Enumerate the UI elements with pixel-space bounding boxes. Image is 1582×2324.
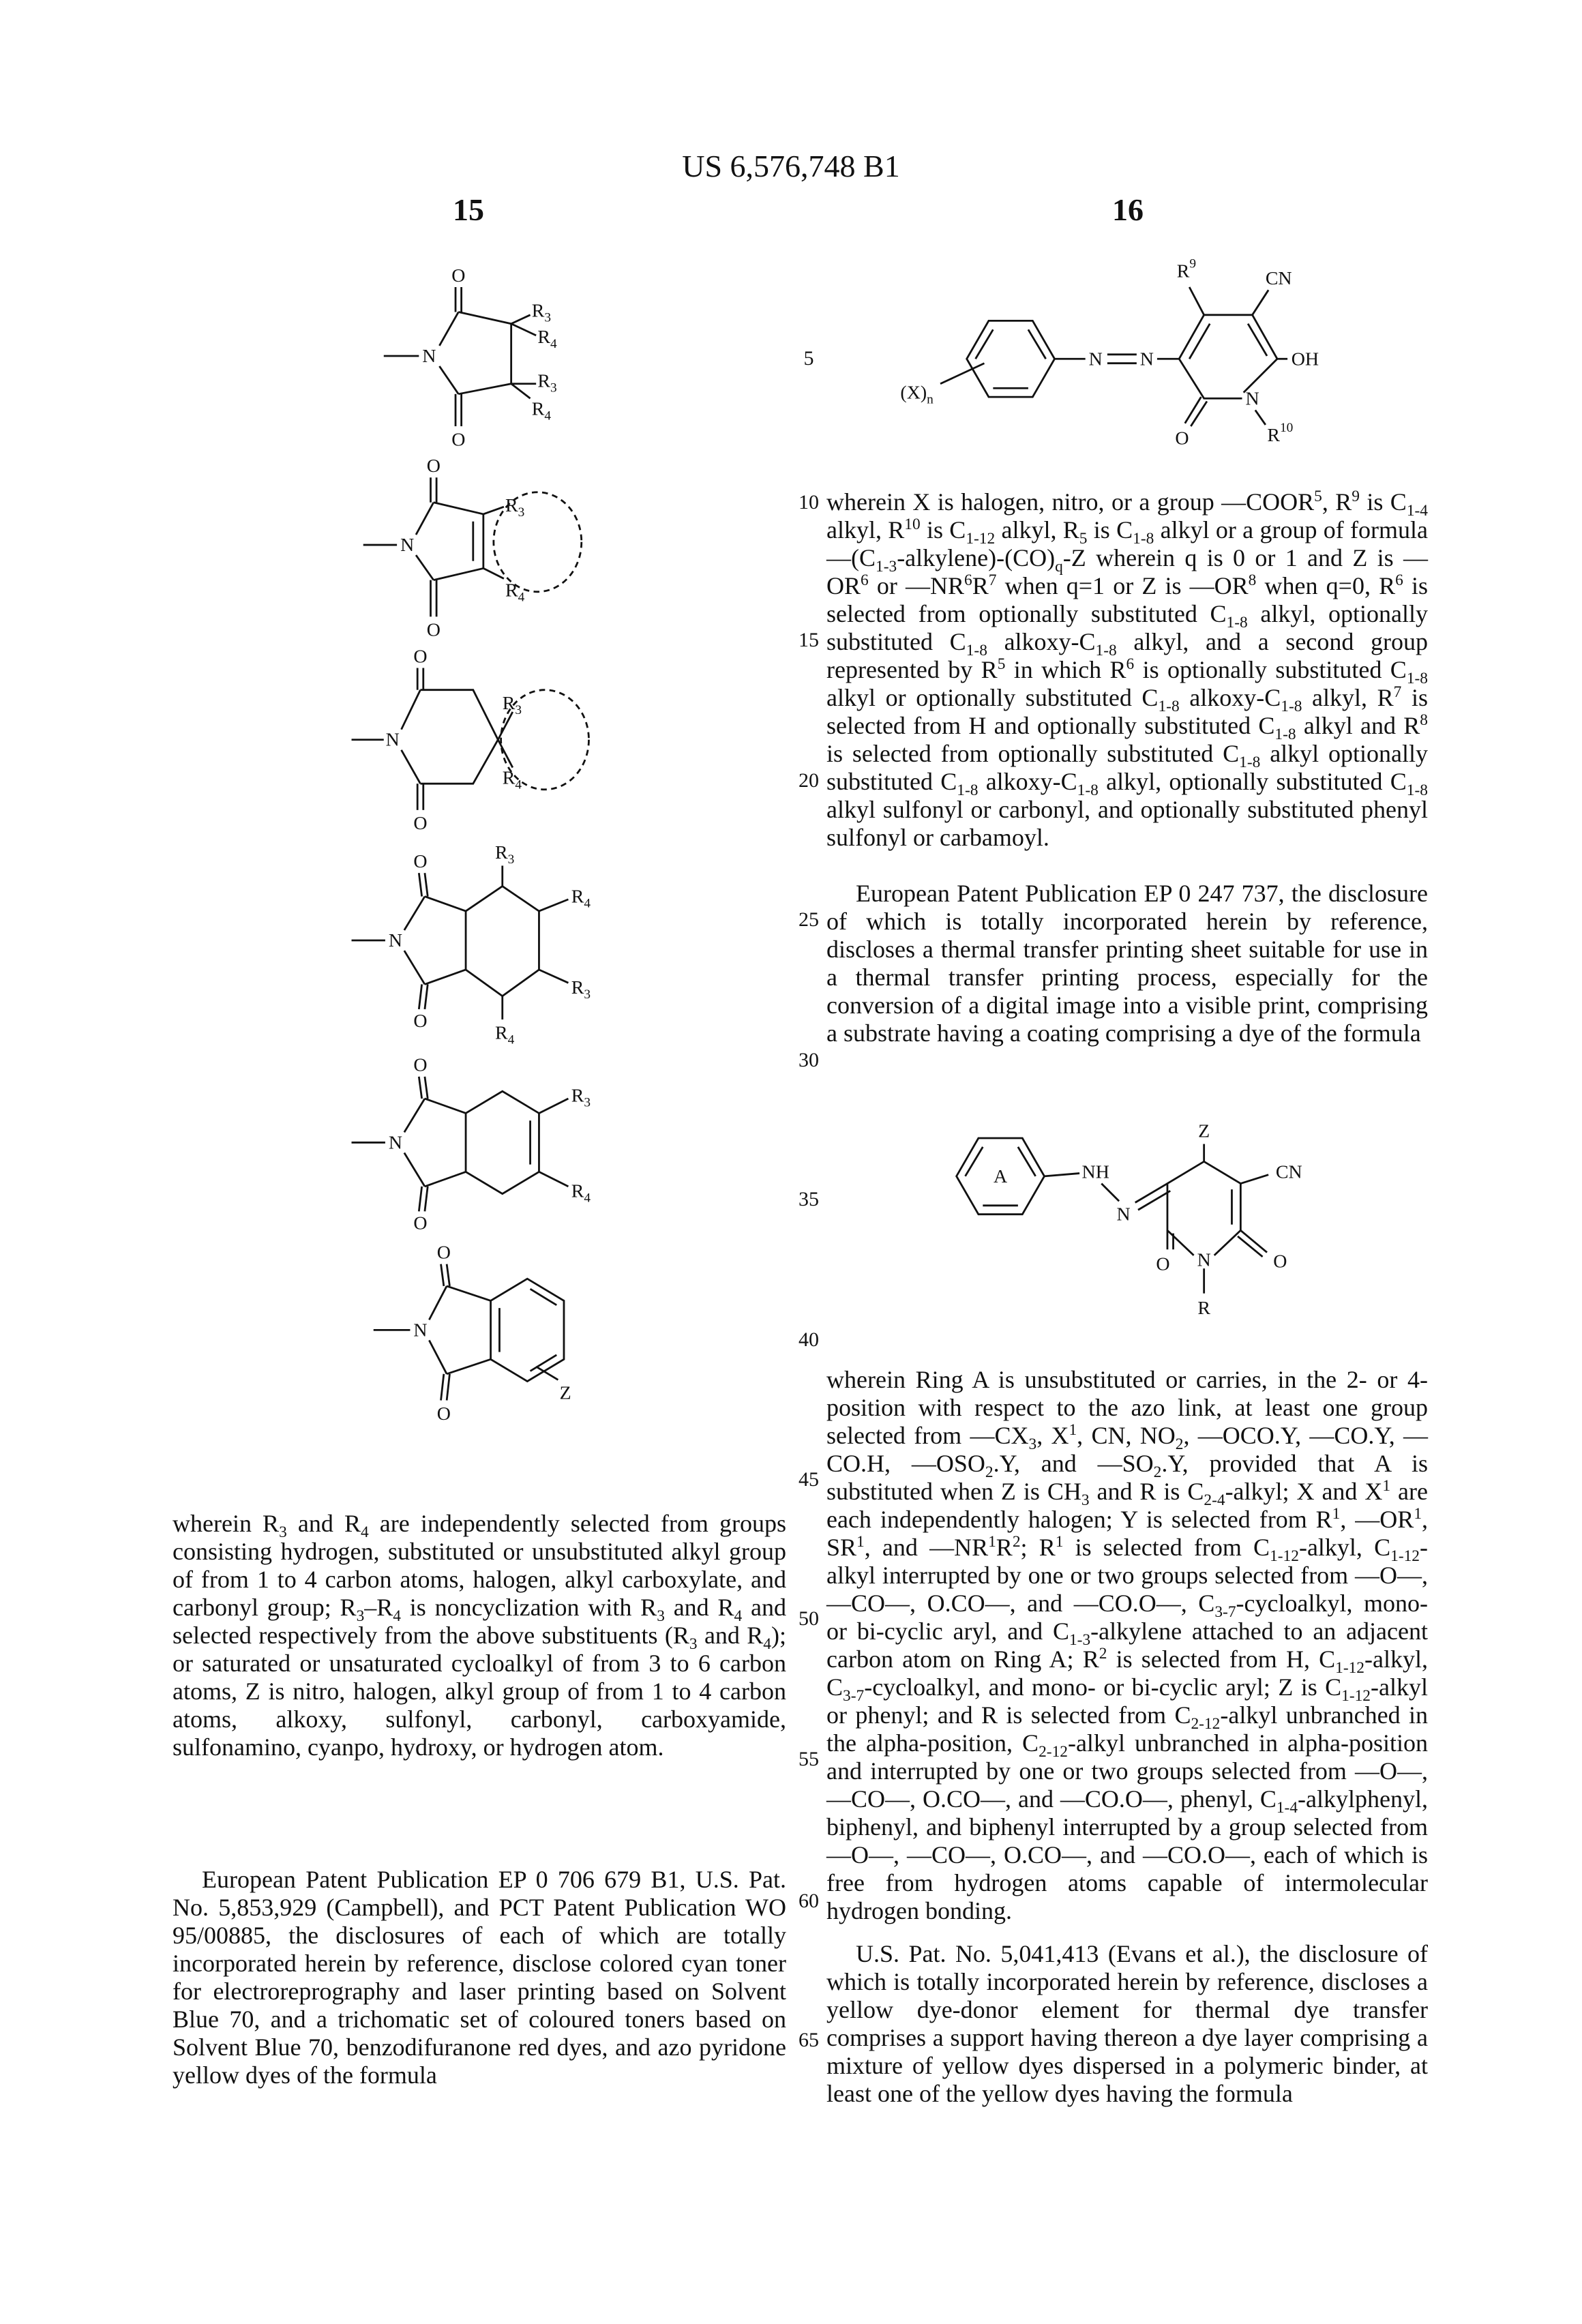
- right-paragraph-us5041413: U.S. Pat. No. 5,041,413 (Evans et al.), the disclosure of which is totally incorporated herein by reference, discloses a yellow dye-donor element for thermal dye transfer comprises a support having thereon a dye layer comprising a mixture of yellow dyes dispersed in a polymeric binder, at least one of the yellow dyes having the formula: [826, 1940, 1428, 2108]
- line-number: 10: [795, 491, 822, 514]
- atom-label: N: [422, 345, 436, 366]
- atom-label: (X)n: [900, 382, 934, 407]
- right-paragraph-ring-a: wherein Ring A is unsubstituted or carries, in the 2- or 4-position with respect to the azo link, at least one group selected from —CX3, X1, CN, NO2, —OCO.Y, —CO.Y, —CO.H, —OSO2.Y, and —SO2.Y, provided that A is substituted when Z is CH3 and R is C2-4-alkyl; X and X1 are each independently halogen; Y is selected from R1, —OR1, SR1, and —NR1R2; R1 is selected from C1-12-alkyl, C1-12-alkyl interrupted by one or two groups selected from —O—, —CO—, O.CO—, and —CO.O—, C3-7-cycloalkyl, mono- or bi-cyclic aryl, and C1-3-alkylene attached to an adjacent carbon atom on Ring A; R2 is selected from H, C1-12-alkyl, C3-7-cycloalkyl, and mono- or bi-cyclic aryl; Z is C1-12-alkyl or phenyl; and R is selected from C2-12-alkyl unbranched in the alpha-position, C2-12-alkyl unbranched in alpha-position and interrupted by one or two groups selected from —O—,—CO—, O.CO—, and —CO.O—, phenyl, C1-4-alkylphenyl, biphenyl, and biphenyl interrupted by a group selected from —O—, —CO—, O.CO—, and —CO.O—, each of which is free from hydrogen atoms capable of intermolecular hydrogen bonding.: [826, 1366, 1428, 1925]
- atom-label: O: [437, 1403, 451, 1424]
- atom-label: N: [389, 930, 402, 951]
- atom-label: O: [1175, 428, 1189, 449]
- atom-label: R4: [495, 1022, 515, 1047]
- structure-hexahydro-isoindoledione: [352, 842, 591, 1047]
- atom-label: N: [1245, 388, 1259, 409]
- atom-label: O: [413, 851, 427, 872]
- atom-label: O: [413, 1054, 427, 1075]
- right-paragraph-ep0247737: European Patent Publication EP 0 247 737, the disclosure of which is totally incorporated herein by reference, discloses a thermal transfer printing sheet suitable for use in a thermal transfer printing process, especially for the conversion of a digital image into a visible print, comprising a substrate having a coating comprising a dye of the formula: [826, 880, 1428, 1047]
- atom-label: N: [1116, 1204, 1130, 1225]
- structure-hydrazone-pyridinedione: [957, 1120, 1302, 1319]
- right-column-lower-text: [826, 1366, 1428, 2108]
- atom-label: N: [1140, 348, 1154, 370]
- atom-label: O: [413, 1212, 427, 1234]
- atom-label: R4: [571, 886, 591, 911]
- structure-succinimide: [384, 265, 557, 450]
- atom-label: O: [413, 646, 427, 667]
- atom-label: R3: [537, 370, 556, 396]
- structure-tetrahydro-isoindoledione: [352, 1054, 591, 1234]
- atom-label: OH: [1292, 348, 1319, 370]
- atom-label: R3: [532, 300, 551, 325]
- atom-label: O: [451, 265, 465, 286]
- line-number: 5: [795, 347, 822, 370]
- line-number: 55: [795, 1748, 822, 1771]
- atom-label: R4: [532, 398, 552, 423]
- line-number: 40: [795, 1328, 822, 1352]
- atom-label: O: [413, 1011, 427, 1032]
- atom-label: O: [1156, 1253, 1169, 1275]
- line-number: 20: [795, 769, 822, 792]
- atom-label: R3: [571, 977, 591, 1002]
- line-number: 30: [795, 1049, 822, 1072]
- atom-label: NH: [1082, 1161, 1109, 1182]
- atom-label: R9: [1177, 256, 1196, 281]
- atom-label: O: [413, 813, 427, 834]
- line-number: 60: [795, 1890, 822, 1913]
- atom-label: CN: [1266, 268, 1292, 289]
- atom-label: N: [400, 535, 414, 556]
- atom-label: N: [1197, 1249, 1211, 1270]
- atom-label: CN: [1276, 1161, 1302, 1182]
- atom-label: O: [437, 1242, 451, 1263]
- atom-label: N: [1089, 348, 1103, 370]
- line-number: 45: [795, 1468, 822, 1491]
- line-number: 50: [795, 1607, 822, 1630]
- structure-azo-pyridone: [900, 256, 1319, 448]
- atom-label: Z: [560, 1382, 571, 1403]
- atom-label: O: [427, 456, 441, 477]
- structure-phthalimide: [374, 1242, 571, 1424]
- atom-label: R3: [503, 693, 522, 718]
- atom-label: O: [1273, 1251, 1287, 1272]
- structure-maleimide-fused: [363, 456, 582, 641]
- atom-label: N: [386, 729, 400, 750]
- structure-spiro-glutarimide: [352, 646, 589, 834]
- atom-label: R4: [505, 580, 525, 605]
- patent-number: US 6,576,748 B1: [586, 149, 996, 184]
- atom-label: R: [1197, 1298, 1210, 1319]
- atom-label: O: [427, 619, 441, 640]
- atom-label: R3: [505, 495, 524, 520]
- line-number: 65: [795, 2029, 822, 2052]
- atom-label: R3: [495, 842, 514, 867]
- atom-label: N: [389, 1132, 402, 1153]
- left-paragraph-substituents: wherein R3 and R4 are independently selected from groups consisting hydrogen, substituted or unsubstituted alkyl group of from 1 to 4 carbon atoms, halogen, alkyl carboxylate, and carbonyl group; R3–R4 is noncyclization with R3 and R4 and selected respectively from the above substituents (R3 and R4); or saturated or unsaturated cycloalkyl of from 3 to 6 carbon atoms, Z is nitro, halogen, alkyl group of from 1 to 4 carbon atoms, alkoxy, sulfonyl, carbonyl, carboxyamide, sulfonamino, cyanpo, hydroxy, or hydrogen atom.: [173, 1510, 786, 1761]
- atom-label: R4: [571, 1180, 591, 1206]
- atom-label: R10: [1267, 421, 1293, 446]
- left-paragraph-ep0706679: European Patent Publication EP 0 706 679 B1, U.S. Pat. No. 5,853,929 (Campbell), and PCT Patent Publication WO 95/00885, the disclosures of each of which are totally incorporated herein by reference, disclose colored cyan toner for electroreprography and laser printing based on Solvent Blue 70, and a trichomatic set of coloured toners based on Solvent Blue 70, benzodifuranone red dyes, and azo pyridone yellow dyes of the formula: [173, 1866, 786, 2089]
- atom-label: R3: [571, 1085, 591, 1110]
- atom-label: Z: [1198, 1120, 1210, 1142]
- atom-label: R4: [503, 767, 522, 792]
- ring-label: A: [994, 1165, 1007, 1187]
- line-number: 35: [795, 1188, 822, 1211]
- atom-label: O: [451, 429, 465, 450]
- column-number-right: 16: [1060, 192, 1196, 228]
- line-number: 15: [795, 629, 822, 652]
- line-number: 25: [795, 908, 822, 932]
- atom-label: R4: [537, 327, 557, 352]
- right-paragraph-definitions: wherein X is halogen, nitro, or a group —COOR5, R9 is C1-4 alkyl, R10 is C1-12 alkyl, R5 is C1-8 alkyl or a group of formula —(C1-3-alkylene)-(CO)q-Z wherein q is 0 or 1 and Z is —OR6 or —NR6R7 when q=1 or Z is —OR8 when q=0, R6 is selected from optionally substituted C1-8 alkyl, optionally substituted C1-8 alkoxy-C1-8 alkyl, and a second group represented by R5 in which R6 is optionally substituted C1-8 alkyl or optionally substituted C1-8 alkoxy-C1-8 alkyl, R7 is selected from H and optionally substituted C1-8 alkyl and R8 is selected from optionally substituted C1-8 alkyl optionally substituted C1-8 alkoxy-C1-8 alkyl, optionally substituted C1-8 alkyl sulfonyl or carbonyl, and optionally substituted phenyl sulfonyl or carbamoyl.: [826, 488, 1428, 852]
- atom-label: N: [413, 1320, 427, 1341]
- column-number-left: 15: [400, 192, 537, 228]
